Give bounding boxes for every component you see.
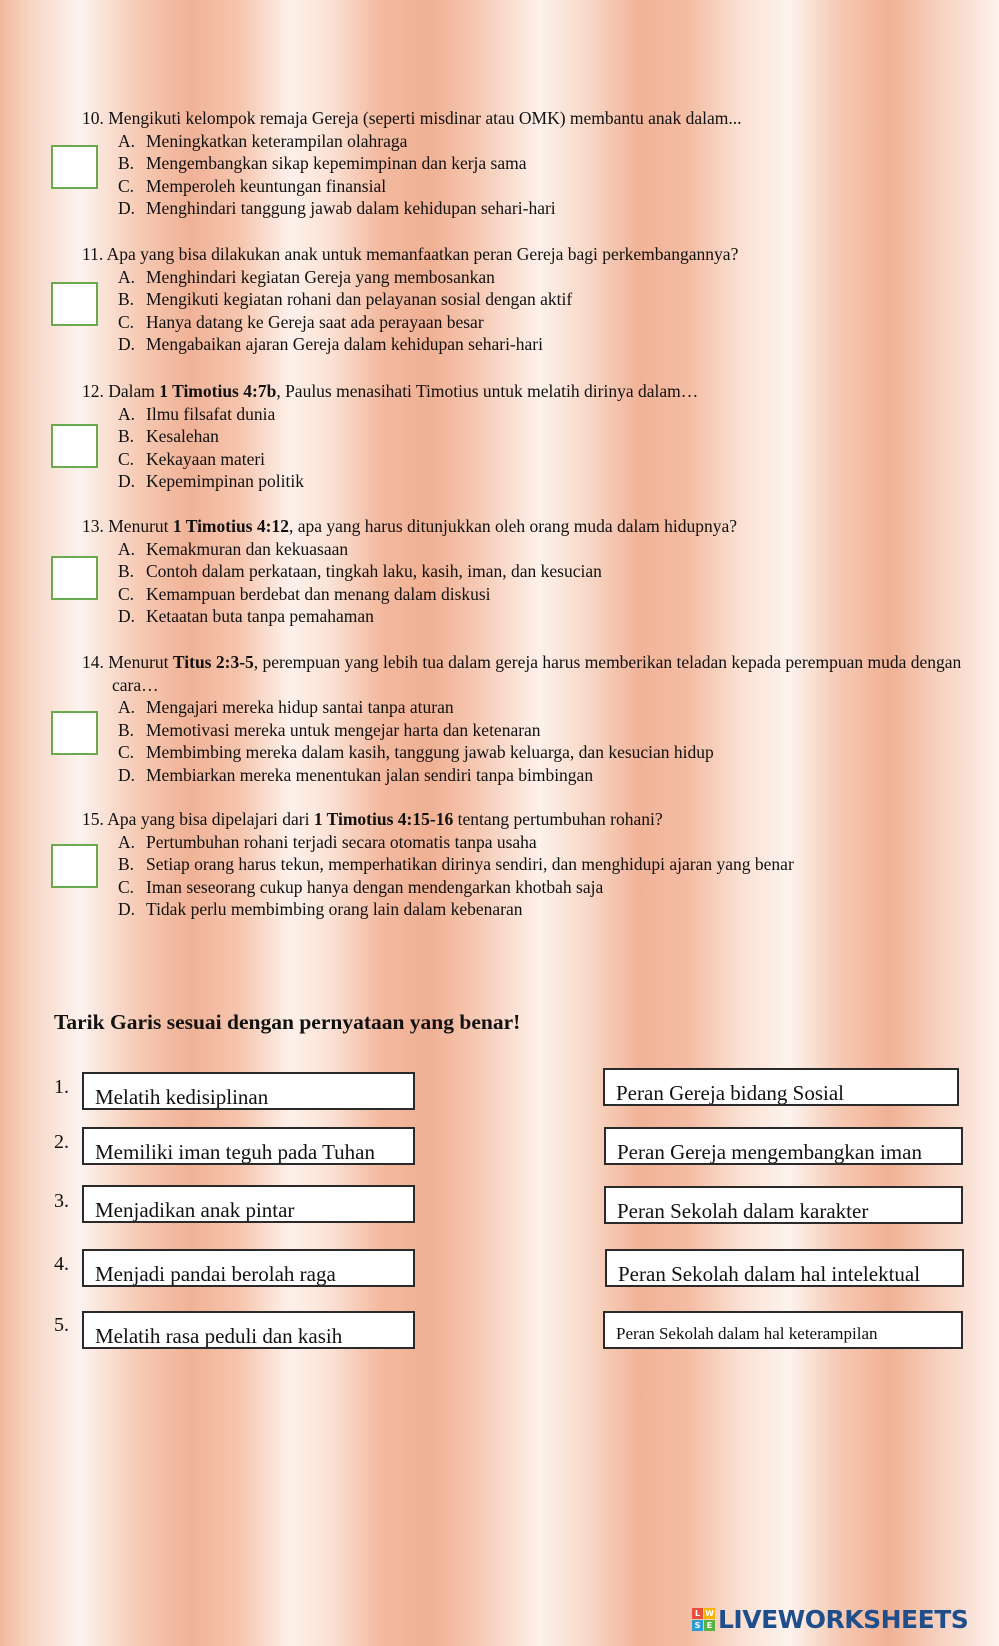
match-number: 4. — [54, 1253, 69, 1275]
option-d: D. Membiarkan mereka menentukan jalan sendiri tanpa bimbingan — [118, 764, 594, 785]
match-left-item-5[interactable]: Melatih rasa peduli dan kasih — [82, 1311, 415, 1349]
answer-input-q10[interactable] — [51, 145, 98, 189]
option-c: C. Iman seseorang cukup hanya dengan mendengarkan khotbah saja — [118, 876, 604, 897]
match-left-item-1[interactable]: Melatih kedisiplinan — [82, 1072, 415, 1110]
answer-input-q13[interactable] — [51, 556, 98, 600]
match-number: 1. — [54, 1076, 69, 1098]
match-left-item-2[interactable]: Memiliki iman teguh pada Tuhan — [82, 1127, 415, 1165]
question-text: 11. Apa yang bisa dilakukan anak untuk memanfaatkan peran Gereja bagi perkembangannya? — [82, 244, 739, 264]
match-right-item-4[interactable]: Peran Sekolah dalam hal intelektual — [605, 1249, 964, 1287]
question-text: 13. Menurut 1 Timotius 4:12, apa yang harus ditunjukkan oleh orang muda dalam hidupnya? — [82, 516, 738, 536]
liveworksheets-logo-text: LIVEWORKSHEETS — [718, 1604, 969, 1634]
question-10 — [82, 107, 962, 220]
answer-input-q12[interactable] — [51, 424, 98, 468]
match-right-item-2[interactable]: Peran Gereja mengembangkan iman — [604, 1127, 963, 1165]
option-c: C. Membimbing mereka dalam kasih, tanggung jawab keluarga, dan kesucian hidup — [118, 742, 714, 763]
option-c: C. Kekayaan materi — [118, 448, 266, 469]
question-14 — [82, 651, 962, 787]
match-right-item-1[interactable]: Peran Gereja bidang Sosial — [603, 1068, 959, 1106]
option-a: A. Mengajari mereka hidup santai tanpa aturan — [118, 697, 454, 718]
liveworksheets-logo — [692, 1604, 968, 1634]
option-a: A. Pertumbuhan rohani terjadi secara otomatis tanpa usaha — [118, 831, 537, 852]
option-d: D. Tidak perlu membimbing orang lain dalam kebenaran — [118, 899, 523, 920]
question-text: 12. Dalam 1 Timotius 4:7b, Paulus menasihati Timotius untuk melatih dirinya dalam… — [82, 381, 699, 401]
question-text: 14. Menurut Titus 2:3-5, perempuan yang lebih tua dalam gereja harus memberikan teladan kepada perempuan muda dengan cara… — [82, 652, 962, 695]
match-right-item-5[interactable]: Peran Sekolah dalam hal keterampilan — [603, 1311, 963, 1349]
option-b: B. Setiap orang harus tekun, memperhatikan dirinya sendiri, dan menghidupi ajaran yang benar — [118, 854, 794, 875]
option-a: A. Ilmu filsafat dunia — [118, 403, 276, 424]
answer-input-q11[interactable] — [51, 282, 98, 326]
option-b: B. Memotivasi mereka untuk mengejar harta dan ketenaran — [118, 719, 541, 740]
match-left-item-3[interactable]: Menjadikan anak pintar — [82, 1185, 415, 1223]
option-d: D. Ketaatan buta tanpa pemahaman — [118, 606, 374, 627]
answer-input-q14[interactable] — [51, 711, 98, 755]
question-12 — [82, 380, 962, 493]
option-c: C. Hanya datang ke Gereja saat ada perayaan besar — [118, 311, 484, 332]
liveworksheets-logo-icon: L W S E — [692, 1608, 715, 1631]
option-c: C. Kemampuan berdebat dan menang dalam diskusi — [118, 583, 491, 604]
option-b: B. Kesalehan — [118, 426, 219, 447]
question-text: 15. Apa yang bisa dipelajari dari 1 Timotius 4:15-16 tentang pertumbuhan rohani? — [82, 809, 663, 829]
option-a: A. Kemakmuran dan kekuasaan — [118, 538, 349, 559]
option-b: B. Mengembangkan sikap kepemimpinan dan kerja sama — [118, 153, 527, 174]
option-c: C. Memperoleh keuntungan finansial — [118, 175, 387, 196]
match-number: 5. — [54, 1314, 69, 1336]
option-d: D. Mengabaikan ajaran Gereja dalam kehidupan sehari-hari — [118, 334, 543, 355]
option-b: B. Mengikuti kegiatan rohani dan pelayanan sosial dengan aktif — [118, 289, 573, 310]
option-a: A. Menghindari kegiatan Gereja yang membosankan — [118, 266, 495, 287]
question-11 — [82, 243, 962, 356]
question-13 — [82, 515, 962, 628]
option-d: D. Menghindari tanggung jawab dalam kehidupan sehari-hari — [118, 198, 556, 219]
question-text: 10. Mengikuti kelompok remaja Gereja (seperti misdinar atau OMK) membantu anak dalam... — [82, 108, 742, 128]
option-d: D. Kepemimpinan politik — [118, 471, 304, 492]
question-15 — [82, 808, 962, 921]
match-left-item-4[interactable]: Menjadi pandai berolah raga — [82, 1249, 415, 1287]
option-b: B. Contoh dalam perkataan, tingkah laku, kasih, iman, dan kesucian — [118, 561, 602, 582]
option-a: A. Meningkatkan keterampilan olahraga — [118, 130, 408, 151]
matching-section-title: Tarik Garis sesuai dengan pernyataan yang benar! — [54, 1010, 521, 1034]
answer-input-q15[interactable] — [51, 844, 98, 888]
match-right-item-3[interactable]: Peran Sekolah dalam karakter — [604, 1186, 963, 1224]
match-number: 3. — [54, 1190, 69, 1212]
match-number: 2. — [54, 1131, 69, 1153]
